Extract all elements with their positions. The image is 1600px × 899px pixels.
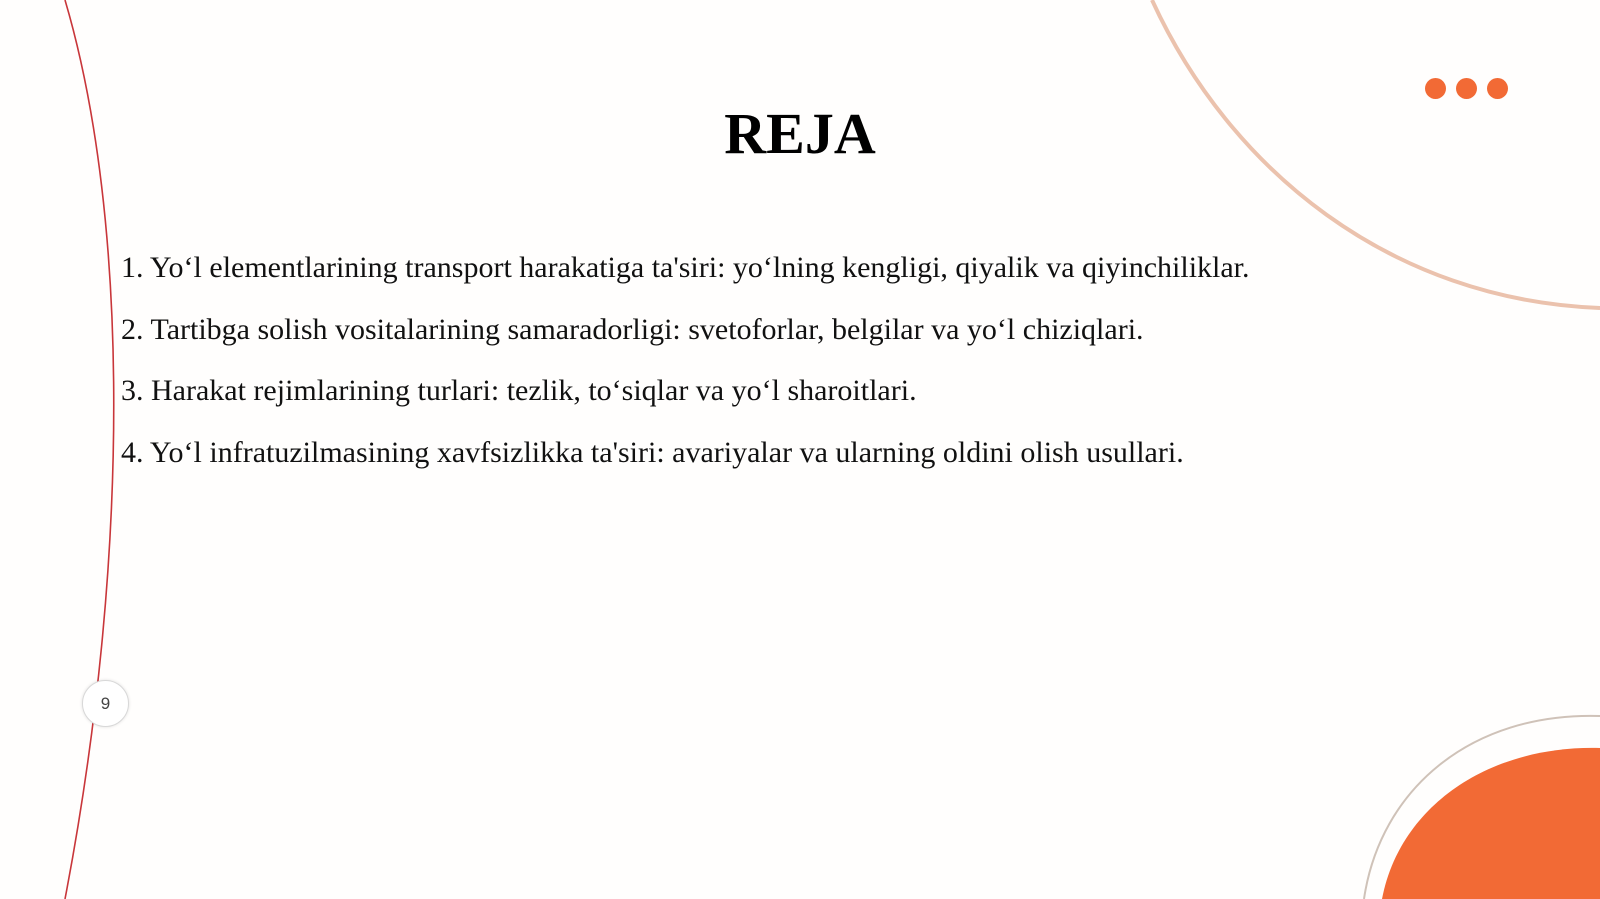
page-number-badge: 9: [82, 680, 129, 727]
plan-item: 2. Tartibga solish vositalarining samaradorligi: svetoforlar, belgilar va yo‘l chiziqlari.: [121, 312, 1144, 346]
plan-item: 3. Harakat rejimlarining turlari: tezlik, to‘siqlar va yo‘l sharoitlari.: [121, 374, 917, 407]
slide-title: REJA: [724, 101, 876, 166]
plan-list: [121, 248, 1250, 494]
bottom-right-orange-shape: [1382, 748, 1600, 899]
plan-item: 4. Yo‘l infratuzilmasining xavfsizlikka ta'siri: avariyalar va ularning oldini olish usullari.: [121, 435, 1184, 469]
plan-item: 1. Yo‘l elementlarining transport harakatiga ta'siri: yo‘lning kengligi, qiyalik va qiyinchiliklar.: [121, 251, 1250, 284]
